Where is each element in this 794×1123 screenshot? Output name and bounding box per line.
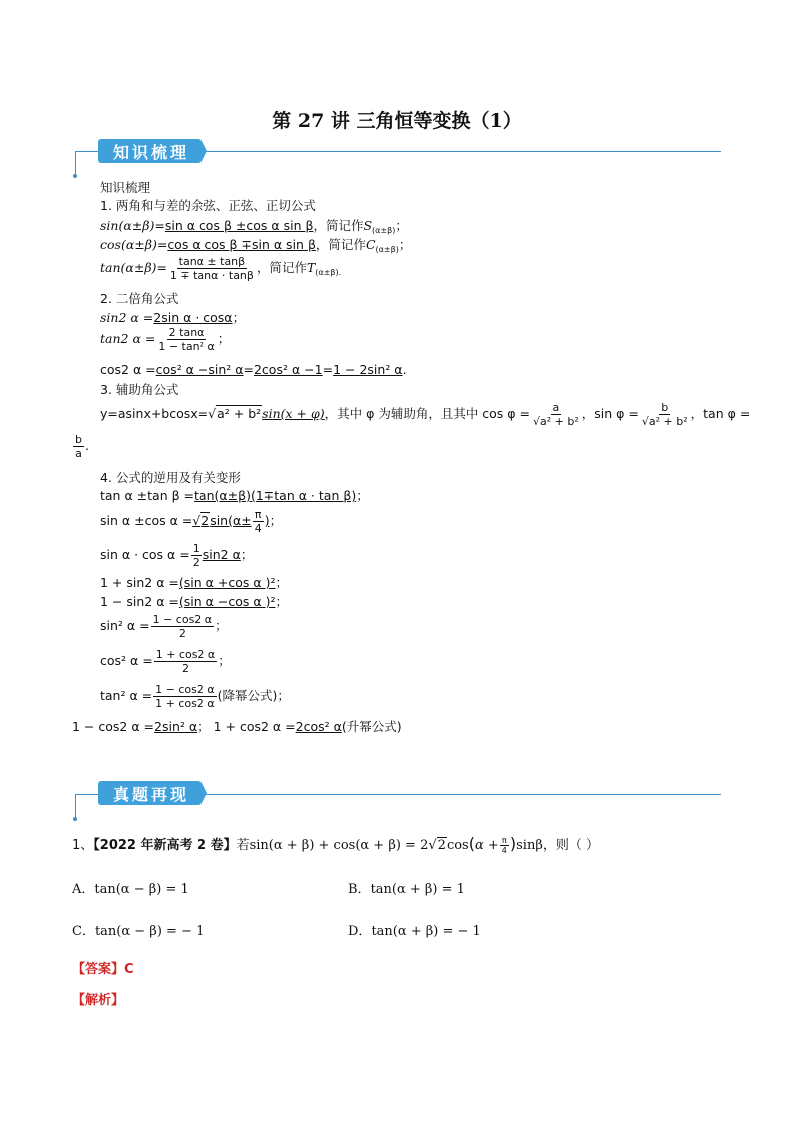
formula-tan2: tan2 α = $\frac{2 \tan\alpha}{\text{1 − tan² α}}$ ；	[100, 326, 231, 353]
question-1: 1、【2022 年新高考 2 卷】若sin(α + β) + cos(α + β) = 2√2cos(α + $\frac{\pi}{4}$ )sinβ，则（ ）	[72, 834, 599, 855]
identity-1-minus-sin2: 1 − sin2 α =(sin α −cos α )²；	[100, 594, 288, 609]
identity-1-plus-sin2: 1 + sin2 α =(sin α +cos α )²；	[100, 575, 288, 590]
formula-sin-sum: sin(α±β)=sin α cos β ±cos α sin β，简记作$S_{(\alpha\pm\beta)}$；	[100, 218, 408, 235]
formula-sin2: sin2 α =2sin α · cosα；	[100, 310, 246, 325]
identity-sin-squared: sin² α = $\frac{1 - \cos 2 \alpha}{2}$ ；	[100, 613, 228, 640]
section-badge: 知识梳理	[98, 139, 201, 163]
analysis-label: 【解析】	[72, 993, 125, 1008]
formula-tan-sum: tan(α±β)= $\frac{\tan\alpha \pm \tan\beta}{1 \mp \tan\alpha \cdot \tan\beta}$ ，简记作$T_{(\alpha\pm\beta).}$	[100, 255, 342, 282]
identity-sin-times-cos: sin α · cos α = $\frac{1}{2}$ sin2 α；	[100, 542, 254, 569]
heading-4: 4. 公式的逆用及有关变形	[100, 470, 241, 485]
identity-sin-plus-cos: sin α ±cos α =√2sin(α± $\frac{\pi}{4}$ )；	[100, 508, 283, 535]
identity-tan-sum: tan α ±tan β =tan(α±β)(1∓tan α · tan β)；	[100, 488, 369, 503]
knowledge-heading: 知识梳理	[100, 180, 151, 195]
option-d[interactable]: D．tan(α + β) = − 1	[348, 924, 481, 939]
formula-cos-sum: cos(α±β)=cos α cos β ∓sin α sin β，简记作$C_{(\alpha\pm\beta)}$；	[100, 237, 412, 254]
tan-phi-fraction: $\frac{b}{a}$ .	[75, 433, 89, 460]
option-c[interactable]: C．tan(α − β) = − 1	[72, 924, 205, 939]
page-title: 第 27 讲 三角恒等变换（1）	[272, 110, 522, 132]
heading-1: 1. 两角和与差的余弦、正弦、正切公式	[100, 198, 316, 213]
formula-aux-angle: y=asinx+bcosx=√a² + b²sin(x + φ)，其中 φ 为辅助角，且其中 cos φ = $\frac{a}{\text{√a² + b²}}$ ，sin φ = $\frac{b}{\text{√a² + b²}}$ ，tan φ =	[100, 401, 751, 428]
answer-line: 【答案】C	[72, 962, 134, 977]
formula-cos2: cos2 α =cos² α −sin² α=2cos² α −1=1 − 2sin² α.	[100, 362, 407, 377]
heading-2: 2. 二倍角公式	[100, 291, 179, 306]
option-a[interactable]: A．tan(α − β) = 1	[72, 882, 189, 897]
heading-3: 3. 辅助角公式	[100, 382, 179, 397]
section-badge: 真题再现	[98, 781, 201, 805]
identity-power-raising: 1 − cos2 α =2sin² α； 1 + cos2 α =2cos² α(升幂公式)	[72, 719, 402, 734]
identity-cos-squared: cos² α = $\frac{1 + \cos 2 \alpha}{2}$ ；	[100, 648, 231, 675]
option-b[interactable]: B．tan(α + β) = 1	[348, 882, 465, 897]
identity-tan-squared: tan² α = $\frac{1 - \cos 2 \alpha}{1 + \cos 2 \alpha}$ (降幂公式)；	[100, 683, 290, 710]
